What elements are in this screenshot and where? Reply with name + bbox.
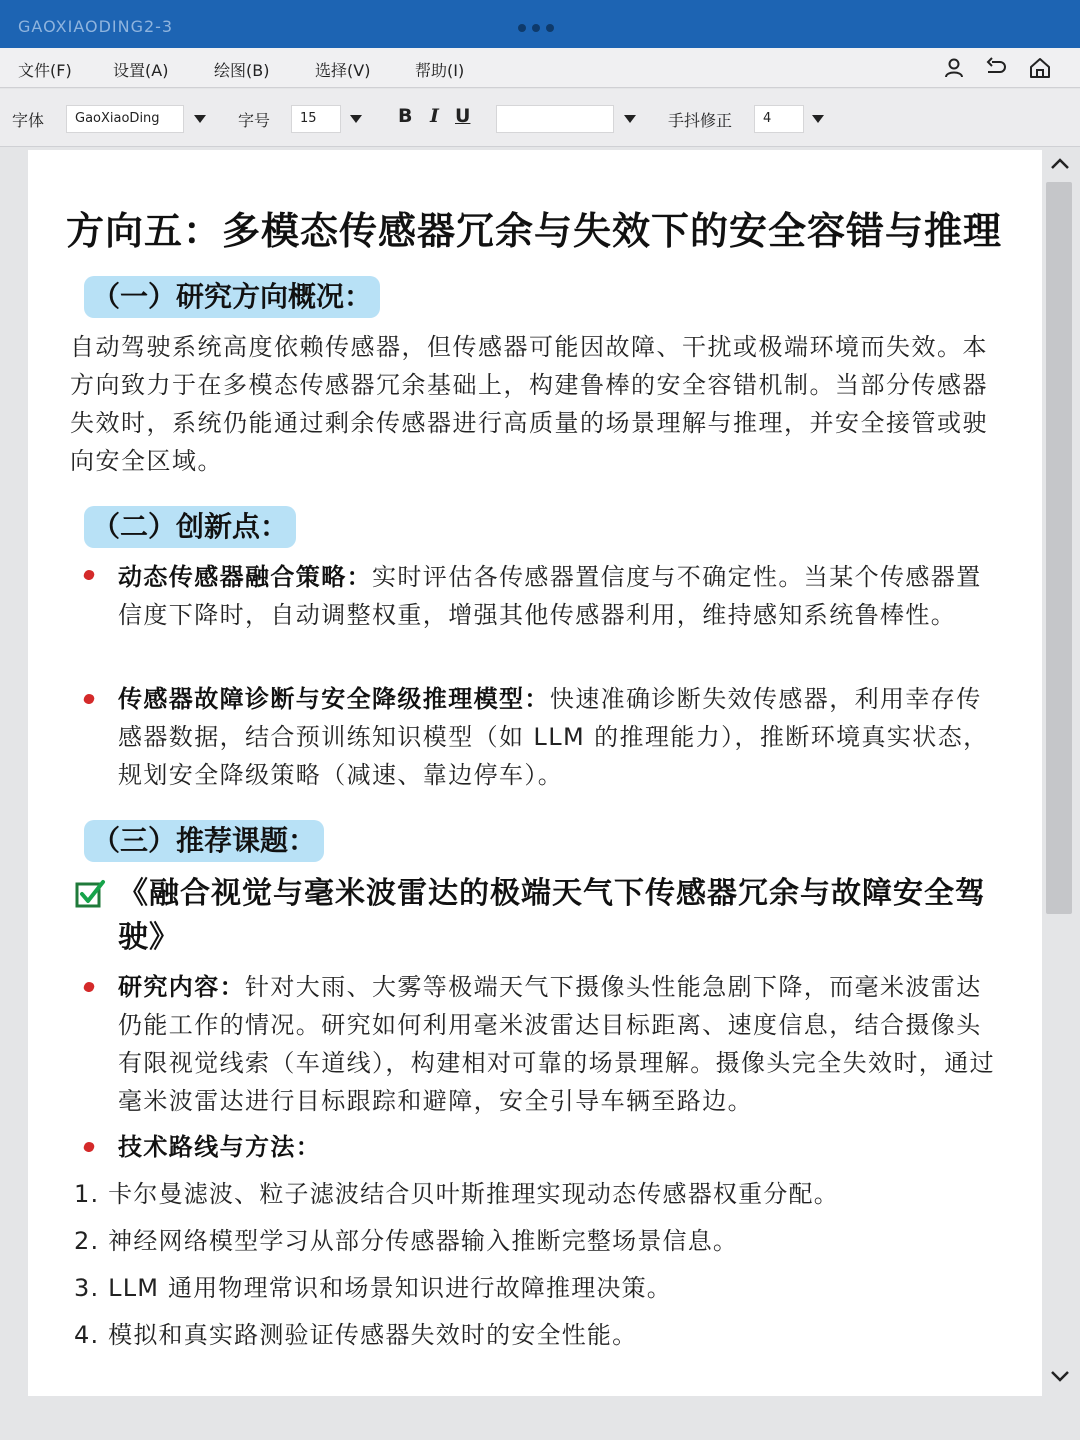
- document-page[interactable]: [28, 150, 1042, 1396]
- bold-button[interactable]: B: [398, 105, 413, 127]
- bullet-text: 快速准确诊断失效传感器，利用幸存传感器数据，结合预训练知识模型（如 LLM 的推理能力），推断环境真实状态，规划安全降级策略（减速、靠边停车）。: [118, 685, 989, 789]
- menu-settings[interactable]: 设置(A): [113, 61, 169, 80]
- checkbox-checked-icon: [74, 878, 106, 910]
- jitter-dropdown-icon[interactable]: [804, 105, 832, 133]
- app-title: GAOXIAODING2-3: [18, 17, 174, 36]
- jitter-select[interactable]: 4: [754, 105, 804, 133]
- font-dropdown-icon[interactable]: [186, 105, 214, 133]
- topic-title: 《融合视觉与毫米波雷达的极端天气下传感器冗余与故障安全驾驶》: [118, 876, 986, 955]
- bullet-icon: [83, 1141, 96, 1154]
- scroll-up-icon[interactable]: [1048, 152, 1072, 176]
- numbered-item: 4. 模拟和真实路测验证传感器失效时的安全性能。: [74, 1321, 638, 1349]
- bullet-text: 针对大雨、大雾等极端天气下摄像头性能急剧下降，而毫米波雷达仍能工作的情况。研究如何利用毫米波雷达目标距离、速度信息，结合摄像头有限视觉线索（车道线），构建相对可靠的场景理解。摄像头完全失效时，通过毫米波雷达进行目标跟踪和避障，安全引导车辆至路边。: [118, 973, 995, 1115]
- list-item: [118, 968, 998, 1120]
- size-label: 字号: [238, 111, 271, 130]
- methods-label: 技术路线与方法：: [118, 1133, 322, 1161]
- window-titlebar: [0, 0, 1080, 48]
- bullet-icon: [83, 981, 96, 994]
- page-title: 方向五：多模态传感器冗余与失效下的安全容错与推理: [66, 209, 1003, 253]
- scroll-down-icon[interactable]: [1048, 1364, 1072, 1388]
- menu-file[interactable]: 文件(F): [18, 61, 72, 80]
- size-dropdown-icon[interactable]: [342, 105, 370, 133]
- style-select[interactable]: [496, 105, 614, 133]
- bullet-icon: [83, 569, 96, 582]
- menu-bar: [0, 48, 1080, 88]
- menu-select[interactable]: 选择(V): [315, 61, 371, 80]
- bullet-icon: [83, 693, 96, 706]
- menu-help[interactable]: 帮助(I): [415, 61, 465, 80]
- bullet-term: 传感器故障诊断与安全降级推理模型：: [118, 685, 550, 713]
- italic-button[interactable]: I: [430, 105, 439, 127]
- home-icon[interactable]: [1028, 56, 1052, 80]
- font-select[interactable]: GaoXiaoDing: [66, 105, 184, 133]
- section-heading-innovation: （二）创新点：: [84, 506, 296, 548]
- list-item: [118, 680, 998, 794]
- menu-draw[interactable]: 绘图(B): [214, 61, 270, 80]
- numbered-item: 2. 神经网络模型学习从部分传感器输入推断完整场景信息。: [74, 1227, 739, 1255]
- section-heading-overview: （一）研究方向概况：: [84, 276, 380, 318]
- font-label: 字体: [12, 111, 45, 130]
- underline-button[interactable]: U: [455, 105, 471, 127]
- size-select[interactable]: 15: [291, 105, 341, 133]
- section-heading-topics: （三）推荐课题：: [84, 820, 324, 862]
- scrollbar-thumb[interactable]: [1046, 182, 1072, 914]
- jitter-label: 手抖修正: [668, 111, 733, 130]
- numbered-item: 1. 卡尔曼滤波、粒子滤波结合贝叶斯推理实现动态传感器权重分配。: [74, 1180, 839, 1208]
- numbered-item: 3. LLM 通用物理常识和场景知识进行故障推理决策。: [74, 1274, 673, 1302]
- style-dropdown-icon[interactable]: [616, 105, 644, 133]
- user-icon[interactable]: [942, 56, 966, 80]
- overview-paragraph: 自动驾驶系统高度依赖传感器，但传感器可能因故障、干扰或极端环境而失效。本方向致力于在多模态传感器冗余基础上，构建鲁棒的安全容错机制。当部分传感器失效时，系统仍能通过剩余传感器进行高质量的场景理解与推理，并安全接管或驶向安全区域。: [70, 333, 988, 475]
- bullet-term: 研究内容：: [118, 973, 245, 1001]
- window-options-icon[interactable]: [518, 24, 554, 32]
- undo-icon[interactable]: [984, 56, 1008, 80]
- format-toolbar: [0, 89, 1080, 147]
- list-item: [118, 558, 998, 634]
- bullet-text: 实时评估各传感器置信度与不确定性。当某个传感器置信度下降时，自动调整权重，增强其他传感器利用，维持感知系统鲁棒性。: [118, 563, 982, 629]
- bullet-term: 动态传感器融合策略：: [118, 563, 372, 591]
